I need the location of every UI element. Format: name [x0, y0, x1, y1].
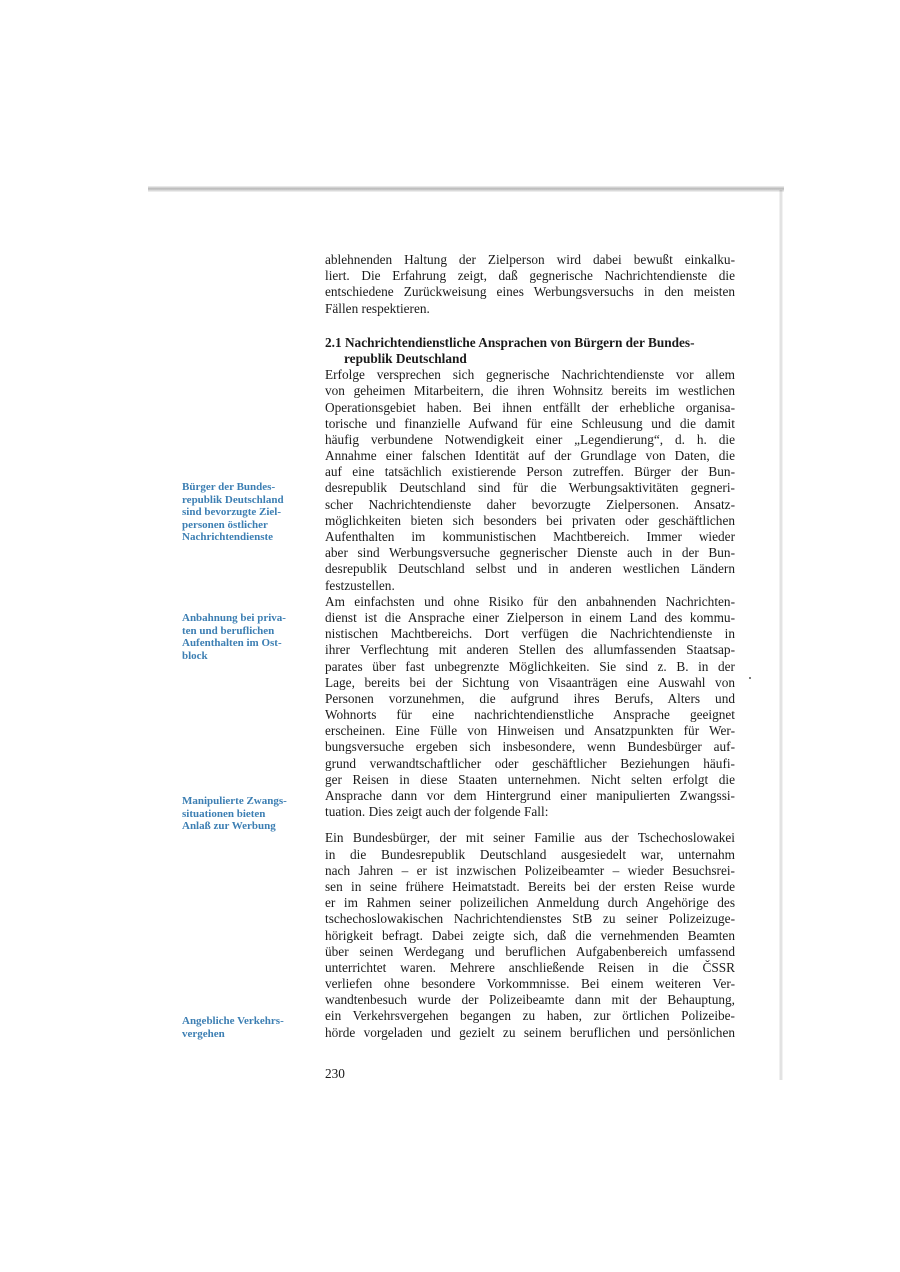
- text-line: grund verwandtschaftlicher oder geschäftlicher Beziehungen häufi-: [325, 755, 735, 771]
- text-line: desrepublik Deutschland sind für die Werbungsaktivitäten gegneri-: [325, 480, 735, 496]
- text-line: Lage, bereits bei der Sichtung von Visaanträgen eine Auswahl von: [325, 674, 735, 690]
- scan-speck: [749, 677, 751, 679]
- section-heading-line: republik Deutschland: [344, 350, 467, 366]
- section-heading: [325, 335, 735, 367]
- text-line: ihrer Verflechtung mit anderen Stellen des allumfassenden Staatsap-: [325, 642, 735, 658]
- text-line: über seinen Werdegang und beruflichen Aufgabenbereich umfassend: [325, 943, 735, 959]
- text-line: ablehnenden Haltung der Zielperson wird dabei bewußt einkalku-: [325, 252, 735, 267]
- margin-note-line: Nachrichtendienste: [182, 531, 274, 543]
- margin-note-line: vergehen: [182, 1027, 225, 1040]
- text-line: Am einfachsten und ohne Risiko für den anbahnenden Nachrichten-: [325, 593, 735, 609]
- margin-note-line: Angebliche Verkehrs-: [182, 1015, 284, 1027]
- margin-note-line: sind bevorzugte Ziel-: [182, 506, 281, 518]
- text-line: ein Verkehrsvergehen begangen zu haben, zur örtlichen Polizeibe-: [325, 1008, 735, 1024]
- text-line: Aufenthalten im kommunistischen Machtbereich. Immer wieder: [325, 529, 735, 544]
- text-line: tuation. Dies zeigt auch der folgende Fall:: [325, 804, 549, 820]
- text-line: erscheinen. Eine Fülle von Hinweisen und Ansatzpunkten für Wer-: [325, 723, 735, 739]
- text-line: Annahme einer falschen Identität auf der Grundlage von Daten, die: [325, 448, 735, 464]
- margin-note-bundesbuerger: [182, 481, 302, 544]
- intro-paragraph: [325, 252, 735, 317]
- text-line: häufig verbundene Notwendigkeit einer „Legendierung“, d. h. die: [325, 431, 735, 447]
- text-line: möglichkeiten bieten sich besonders bei privaten oder geschäftlichen: [325, 512, 735, 528]
- margin-note-line: ten und beruflichen: [182, 624, 275, 637]
- margin-note-line: personen östlicher: [182, 518, 268, 531]
- margin-note-line: republik Deutschland: [182, 493, 284, 506]
- section-heading-line: 2.1 Nachrichtendienstliche Ansprachen von Bürgern der Bundes-: [325, 334, 695, 350]
- margin-note-line: Manipulierte Zwangs-: [182, 795, 287, 807]
- text-line: verliefen ohne besondere Vorkommnisse. Bei einem weiteren Ver-: [325, 976, 735, 992]
- text-line: festzustellen.: [325, 577, 395, 593]
- text-line: hörde vorgeladen und gezielt zu seinem beruflichen und persönlichen: [325, 1024, 735, 1040]
- text-line: torische und finanzielle Aufwand für eine Schleusung und die damit: [325, 415, 735, 431]
- margin-note-zwangssituationen: [182, 795, 302, 833]
- text-line: ger Reisen in diese Staaten unternehmen. Nicht selten erfolgt die: [325, 771, 735, 787]
- scan-edge-top: [148, 186, 784, 192]
- text-line: desrepublik Deutschland selbst und in anderen westlichen Ländern: [325, 561, 735, 577]
- text-line: Operationsgebiet haben. Bei ihnen entfällt der erhebliche organisa-: [325, 399, 735, 415]
- text-line: tschechoslowakischen Nachrichtendienstes StB zu seiner Polizeizuge-: [325, 911, 735, 927]
- margin-note-line: situationen bieten: [182, 807, 266, 820]
- main-text-column: [325, 252, 735, 1041]
- margin-note-anbahnung: [182, 612, 302, 662]
- margin-note-line: Aufenthalten im Ost-: [182, 637, 282, 649]
- text-line: er im Rahmen seiner polizeilichen Anmeldung durch Angehörige des: [325, 895, 735, 911]
- page-number: 230: [325, 1066, 345, 1081]
- text-line: aber sind Werbungsversuche gegnerischer Dienste auch in der Bun-: [325, 545, 735, 561]
- margin-note-line: Bürger der Bundes-: [182, 481, 276, 493]
- scan-edge-right: [779, 190, 783, 1080]
- text-line: wandtenbesuch wurde der Polizeibeamte dann mit der Behauptung,: [325, 992, 735, 1008]
- margin-note-line: Anlaß zur Werbung: [182, 820, 276, 832]
- text-line: Wohnorts für eine nachrichtendienstliche Ansprache geeignet: [325, 707, 735, 723]
- text-line: liert. Die Erfahrung zeigt, daß gegnerische Nachrichtendienste die: [325, 268, 735, 284]
- text-line: unterrichtet waren. Mehrere anschließende Reisen in die ČSSR: [325, 959, 735, 975]
- text-line: in die Bundesrepublik Deutschland ausgesiedelt war, unternahm: [325, 846, 735, 862]
- text-line: Ein Bundesbürger, der mit seiner Familie aus der Tschechoslowakei: [325, 830, 735, 846]
- text-line: von geheimen Mitarbeitern, die ihren Wohnsitz bereits im westlichen: [325, 383, 735, 399]
- text-line: Personen vorzunehmen, die aufgrund ihres Berufs, Alters und: [325, 690, 735, 706]
- text-line: dienst ist die Ansprache einer Zielperson in einem Land des kommu-: [325, 609, 735, 625]
- paragraph-1: [325, 367, 735, 594]
- text-line: sen in seine frühere Heimatstadt. Bereits bei der ersten Reise wurde: [325, 878, 735, 894]
- text-line: auf eine tatsächlich existierende Person zutreffen. Bürger der Bun-: [325, 464, 735, 480]
- text-line: hörigkeit befragt. Dabei zeigte sich, daß die vernehmenden Beamten: [325, 927, 735, 943]
- paragraph-2: [325, 594, 735, 821]
- case-paragraph: [325, 830, 735, 1040]
- text-line: nistischen Machtbereichs. Dort verfügen die Nachrichtendienste in: [325, 626, 735, 642]
- margin-note-line: Anbahnung bei priva-: [182, 612, 286, 624]
- text-line: Erfolge versprechen sich gegnerische Nachrichtendienste vor allem: [325, 367, 735, 383]
- margin-note-verkehrsvergehen: [182, 1015, 302, 1040]
- text-line: nach Jahren – er ist inzwischen Polizeibeamter – wieder Besuchsrei-: [325, 862, 735, 878]
- text-line: bungsversuche ergeben sich insbesondere, wenn Bundesbürger auf-: [325, 739, 735, 755]
- text-line: parates über fast unbegrenzte Möglichkeiten. Sie sind z. B. in der: [325, 658, 735, 674]
- text-line: scher Nachrichtendienste daher bevorzugte Zielpersonen. Ansatz-: [325, 496, 735, 512]
- margin-note-line: block: [182, 649, 208, 662]
- text-line: Fällen respektieren.: [325, 300, 430, 316]
- text-line: Ansprache dann vor dem Hintergrund einer manipulierten Zwangssi-: [325, 788, 735, 803]
- text-line: entschiedene Zurückweisung eines Werbungsversuchs in den meisten: [325, 284, 735, 300]
